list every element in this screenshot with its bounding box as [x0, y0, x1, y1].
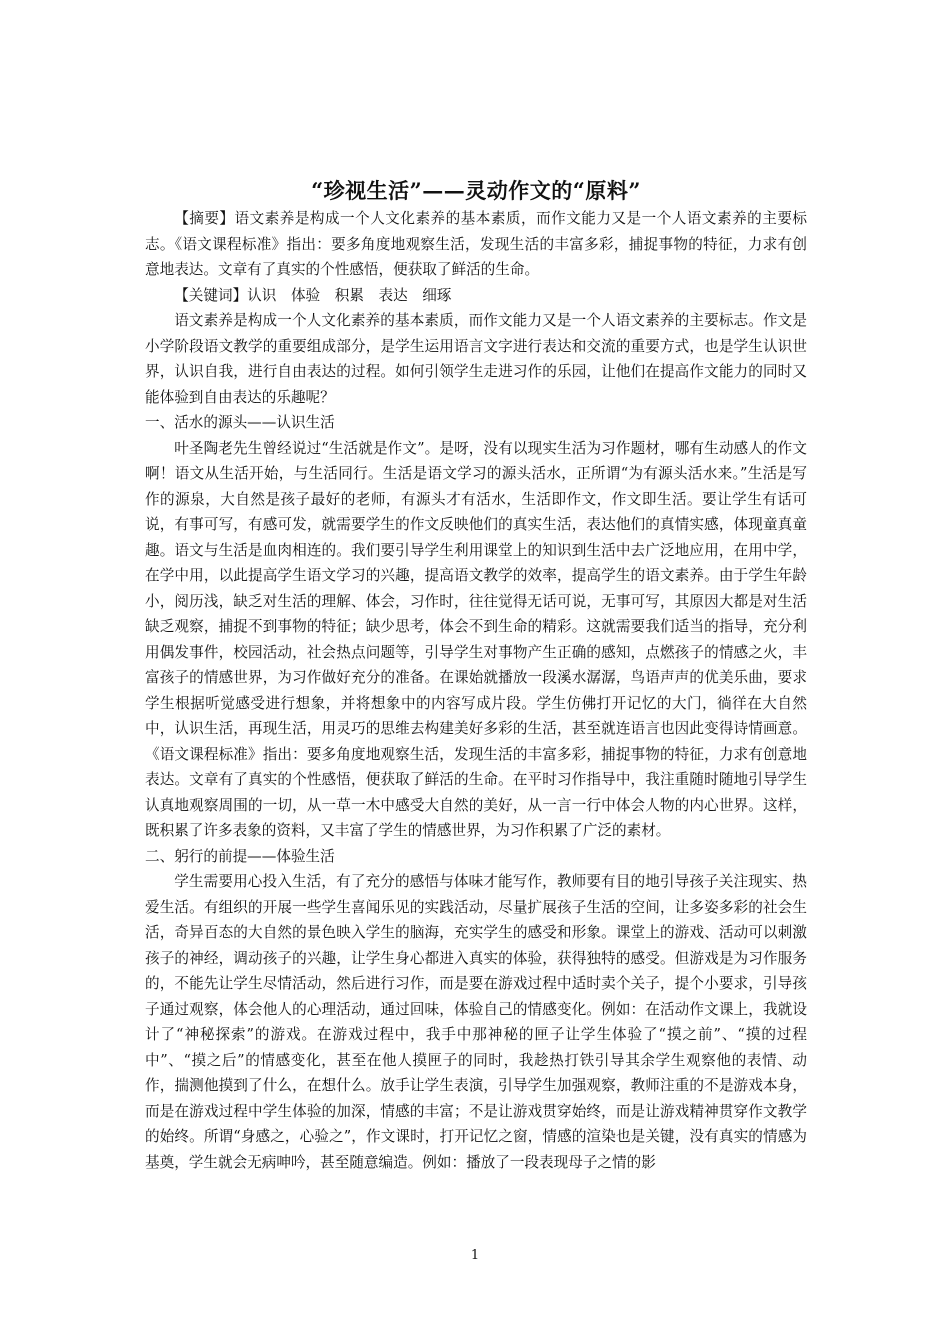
abstract-paragraph: 【摘要】语文素养是构成一个人文化素养的基本素质，而作文能力又是一个人语文素养的主要标志。《语文课程标准》指出：要多角度地观察生活，发现生活的丰富多彩，捕捉事物的特征，力求有创意地表达。文章有了真实的个性感悟，便获取了鲜活的生命。 [145, 210, 807, 278]
section-body-1: 叶圣陶老先生曾经说过“生活就是作文”。是呀，没有以现实生活为习作题材，哪有生动感人的作文啊！语文从生活开始，与生活同行。生活是语文学习的源头活水，正所谓“为有源头活水来。”生活是写作的源泉，大自然是孩子最好的老师，有源头才有活水，生活即作文，作文即生活。要让学生有话可说，有事可写，有感可发，就需要学生的作文反映他们的真实生活，表达他们的真情实感，体现童真童趣。语文与生活是血肉相连的。我们要引导学生利用课堂上的知识到生活中去广泛地应用，在用中学，在学中用，以此提高学生语文学习的兴趣，提高语文教学的效率，提高学生的语文素养。由于学生年龄小，阅历浅，缺乏对生活的理解、体会，习作时，往往觉得无话可说，无事可写，其原因大都是对生活缺乏观察，捕捉不到事物的特征；缺少思考，体会不到生命的精彩。这就需要我们适当的指导，充分利用偶发事件，校园活动，社会热点问题等，引导学生对事物产生正确的感知，点燃孩子的情感之火，丰富孩子的情感世界，为习作做好充分的准备。在课始就播放一段溪水潺潺，鸟语声声的优美乐曲，要求学生根据听觉感受进行想象，并将想象中的内容写成片段。学生仿佛打开记忆的大门，徜徉在大自然中，认识生活，再现生活，用灵巧的思维去构建美好多彩的生活，甚至就连语言也因此变得诗情画意。《语文课程标准》指出：要多角度地观察生活，发现生活的丰富多彩，捕捉事物的特征，力求有创意地表达。文章有了真实的个性感悟，便获取了鲜活的生命。在平时习作指导中，我注重随时随地引导学生认真地观察周围的一切，从一草一木中感受大自然的美好，从一言一行中体会人物的内心世界。这样，既积累了许多表象的资料，又丰富了学生的情感世界，为习作积累了广泛的素材。 [145, 439, 807, 839]
document-body [145, 176, 807, 1175]
page-number: 1 [470, 1248, 480, 1263]
keywords-paragraph: 【关键词】认识 体验 积累 表达 细琢 [174, 286, 452, 304]
section-heading-2: 二、躬行的前提——体验生活 [145, 847, 335, 865]
section-body-2: 学生需要用心投入生活，有了充分的感悟与体味才能写作，教师要有目的地引导孩子关注现实、热爱生活。有组织的开展一些学生喜闻乐见的实践活动，尽量扩展孩子生活的空间，让多姿多彩的社会生活，奇异百态的大自然的景色映入学生的脑海，充实学生的感受和形象。课堂上的游戏、活动可以刺激孩子的神经，调动孩子的兴趣，让学生身心都进入真实的体验，获得独特的感受。但游戏是为习作服务的，不能先让学生尽情活动，然后进行习作，而是要在游戏过程中适时卖个关子，提个小要求，引导孩子通过观察，体会他人的心理活动，通过回味，体验自己的情感变化。例如：在活动作文课上，我就设计了“神秘探索”的游戏。在游戏过程中，我手中那神秘的匣子让学生体验了“摸之前”、“摸的过程中”、“摸之后”的情感变化，甚至在他人摸匣子的同时，我趁热打铁引导其余学生观察他的表情、动作，揣测他摸到了什么，在想什么。放手让学生表演，引导学生加强观察，教师注重的不是游戏本身，而是在游戏过程中学生体验的加深，情感的丰富；不是让游戏贯穿始终，而是让游戏精神贯穿作文教学的始终。所谓“身感之，心验之”，作文课时，打开记忆之窗，情感的渲染也是关键，没有真实的情感为基奠，学生就会无病呻吟，甚至随意编造。例如：播放了一段表现母子之情的影 [145, 873, 807, 1171]
document-title: “珍视生活”——灵动作文的“原料” [311, 178, 641, 203]
section-heading-1: 一、活水的源头——认识生活 [145, 414, 335, 431]
intro-paragraph: 语文素养是构成一个人文化素养的基本素质，而作文能力又是一个人语文素养的主要标志。作文是小学阶段语文教学的重要组成部分，是学生运用语言文字进行表达和交流的重要方式，也是学生认识世界，认识自我，进行自由表达的过程。如何引领学生走进习作的乐园，让他们在提高作文能力的同时又能体验到自由表达的乐趣呢？ [145, 312, 807, 406]
